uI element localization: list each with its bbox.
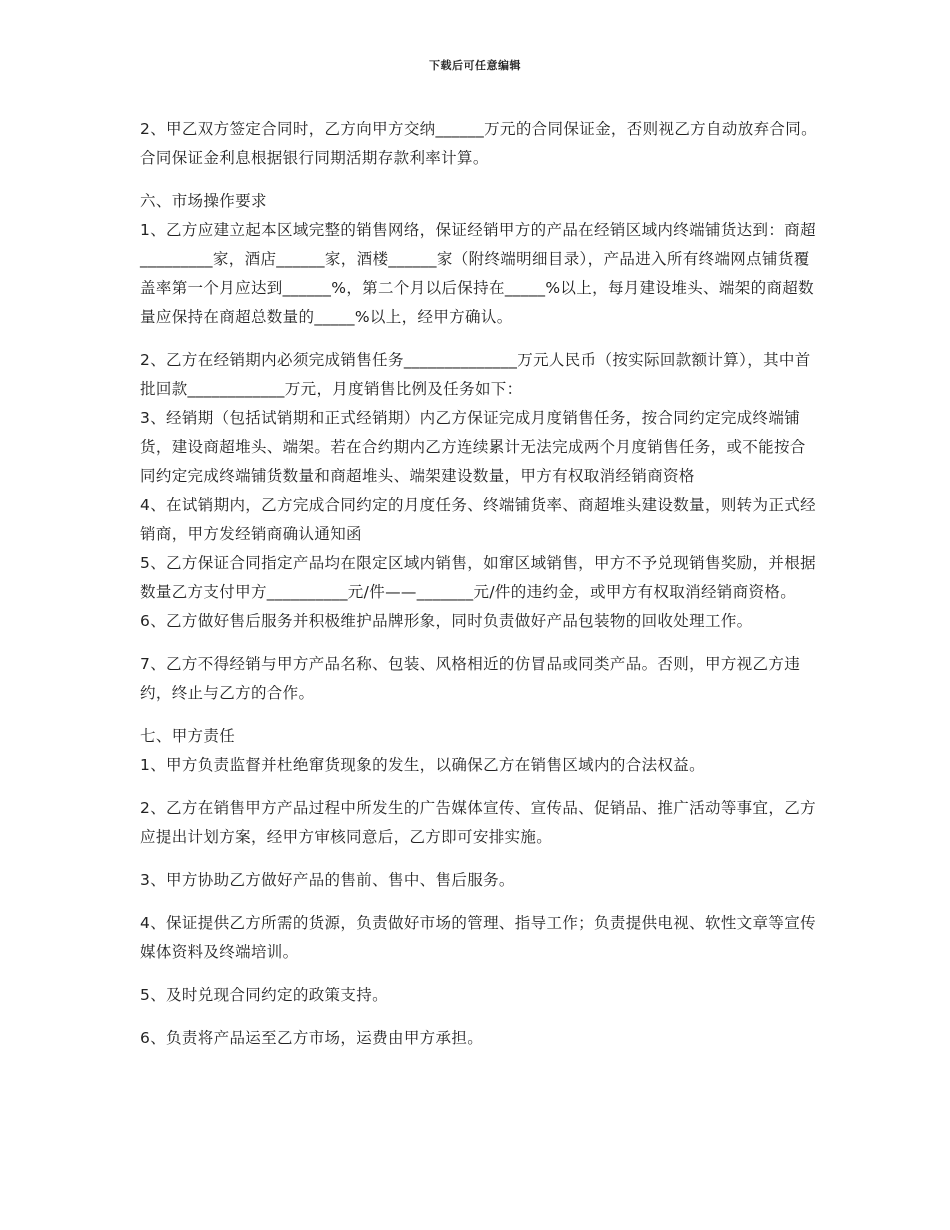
page-header: 下载后可任意编辑 bbox=[429, 59, 521, 72]
spacer bbox=[140, 780, 820, 794]
spacer bbox=[140, 708, 820, 722]
spacer bbox=[140, 332, 820, 346]
spacer bbox=[140, 173, 820, 187]
duty-supervision: 1、甲方负责监督并杜绝窜货现象的发生，以确保乙方在销售区域内的合法权益。 bbox=[140, 756, 705, 774]
clause-monthly-task: 3、经销期（包括试销期和正式经销期）内乙方保证完成月度销售任务，按合同约定完成终端铺货，建设商超堆头、端架。若在合约期内乙方连续累计无法完成两个月度销售任务，或不能按合同约定完成终端铺货数量和商超堆头、端架建设数量，甲方有权取消经销商资格 bbox=[140, 409, 806, 485]
section-heading-market-operation: 六、市场操作要求 bbox=[140, 192, 267, 210]
clause-counterfeit: 7、乙方不得经销与甲方产品名称、包装、风格相近的仿冒品或同类产品。否则，甲方视乙方违约，终止与乙方的合作。 bbox=[140, 655, 801, 702]
spacer bbox=[140, 636, 820, 650]
spacer bbox=[140, 967, 820, 981]
duty-supply: 4、保证提供乙方所需的货源，负责做好市场的管理、指导工作；负责提供电视、软性文章等宣传媒体资料及终端培训。 bbox=[140, 914, 816, 961]
duty-transport: 6、负责将产品运至乙方市场，运费由甲方承担。 bbox=[140, 1029, 484, 1047]
spacer bbox=[140, 1010, 820, 1024]
clause-deposit: 2、甲乙双方签定合同时，乙方向甲方交纳______万元的合同保证金，否则视乙方自动放弃合同。合同保证金利息根据银行同期活期存款利率计算。 bbox=[140, 120, 817, 167]
clause-sales-target: 2、乙方在经销期内必须完成销售任务______________万元人民币（按实际回款额计算），其中首批回款____________万元，月度销售比例及任务如下： bbox=[140, 351, 811, 398]
duty-advertising: 2、乙方在销售甲方产品过程中所发生的广告媒体宣传、宣传品、促销品、推广活动等事宜，乙方应提出计划方案，经甲方审核同意后，乙方即可安排实施。 bbox=[140, 799, 816, 846]
spacer bbox=[140, 852, 820, 866]
document-body bbox=[140, 115, 820, 1053]
clause-trial-period: 4、在试销期内，乙方完成合同约定的月度任务、终端铺货率、商超堆头建设数量，则转为正式经销商，甲方发经销商确认通知函 bbox=[140, 496, 816, 543]
duty-service: 3、甲方协助乙方做好产品的售前、售中、售后服务。 bbox=[140, 871, 515, 889]
spacer bbox=[140, 895, 820, 909]
clause-regional-sales: 5、乙方保证合同指定产品均在限定区域内销售，如窜区域销售，甲方不予兑现销售奖励，并根据数量乙方支付甲方__________元/件——_______元/件的违约金，或甲方有权取消经销商资格。6、乙方做好售后服务并积极维护品牌形象，同时负责做好产品包装物的回收处理工作。 bbox=[140, 554, 816, 630]
section-heading-party-a-duties: 七、甲方责任 bbox=[140, 727, 236, 745]
duty-policy: 5、及时兑现合同约定的政策支持。 bbox=[140, 986, 388, 1004]
clause-sales-network: 1、乙方应建立起本区域完整的销售网络，保证经销甲方的产品在经销区域内终端铺货达到：商超_________家，酒店______家，酒楼______家（附终端明细目录），产品进入所有终端网点铺货覆盖率第一个月应达到______%，第二个月以后保持在_____%以上，每月建设堆头、端架的商超数量应保持在商超总数量的_____%以上，经甲方确认。 bbox=[140, 221, 816, 326]
